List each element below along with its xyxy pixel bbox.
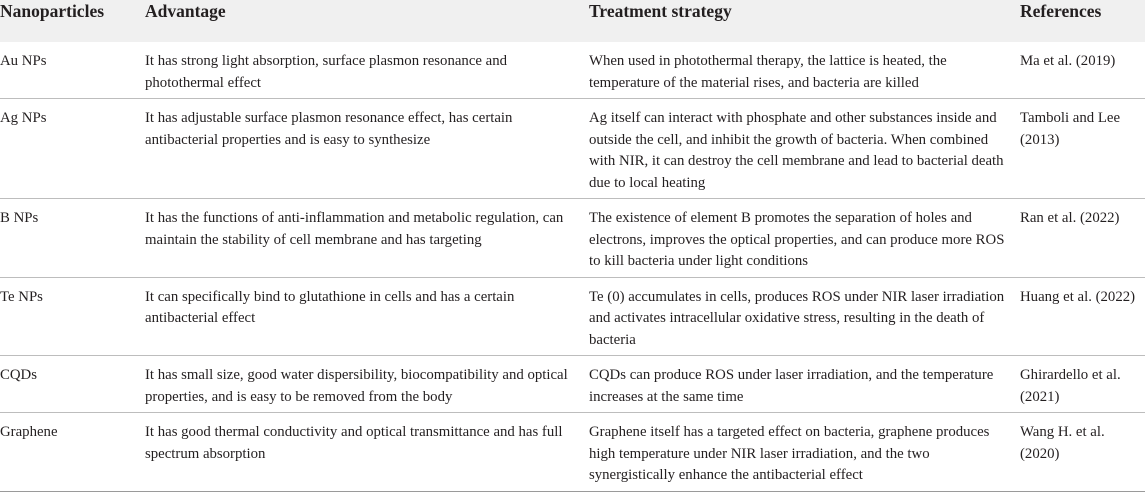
cell-treatment: The existence of element B promotes the separation of holes and electrons, improves the optical properties, and can produce more ROS to kill bacteria under light conditions (587, 199, 1018, 278)
cell-treatment: Graphene itself has a targeted effect on bacteria, graphene produces high temperature under NIR laser irradiation, and the two synergistically enhance the antibacterial effect (587, 413, 1018, 492)
cell-reference: Wang H. et al. (2020) (1018, 413, 1145, 492)
table-header (0, 0, 1145, 42)
cell-nanoparticle: B NPs (0, 199, 142, 278)
cell-nanoparticle: CQDs (0, 356, 142, 413)
cell-treatment: Ag itself can interact with phosphate and other substances inside and outside the cell, and inhibit the growth of bacteria. When combined with NIR, it can destroy the cell membrane and lead to bacterial death due to local heating (587, 99, 1018, 199)
header-row (0, 0, 1145, 42)
header-advantage: Advantage (145, 1, 226, 21)
header-references: References (1020, 1, 1102, 21)
cell-advantage: It can specifically bind to glutathione in cells and has a certain antibacterial effect (142, 277, 587, 356)
cell-nanoparticle: Graphene (0, 413, 142, 492)
header-treatment-strategy: Treatment strategy (589, 1, 732, 21)
cell-reference: Huang et al. (2022) (1018, 277, 1145, 356)
cell-reference: Ran et al. (2022) (1018, 199, 1145, 278)
cell-advantage: It has small size, good water dispersibility, biocompatibility and optical properties, and is easy to be removed from the body (142, 356, 587, 413)
table-row (0, 42, 1145, 99)
cell-nanoparticle: Ag NPs (0, 99, 142, 199)
cell-advantage: It has the functions of anti-inflammation and metabolic regulation, can maintain the stability of cell membrane and has targeting (142, 199, 587, 278)
cell-treatment: Te (0) accumulates in cells, produces ROS under NIR laser irradiation and activates intracellular oxidative stress, resulting in the death of bacteria (587, 277, 1018, 356)
cell-nanoparticle: Te NPs (0, 277, 142, 356)
cell-treatment: CQDs can produce ROS under laser irradiation, and the temperature increases at the same time (587, 356, 1018, 413)
table-row (0, 277, 1145, 356)
cell-advantage: It has adjustable surface plasmon resonance effect, has certain antibacterial properties and is easy to synthesize (142, 99, 587, 199)
cell-nanoparticle: Au NPs (0, 42, 142, 99)
table-row (0, 413, 1145, 492)
header-nanoparticles: Nanoparticles (0, 1, 105, 21)
cell-reference: Ghirardello et al. (2021) (1018, 356, 1145, 413)
cell-advantage: It has strong light absorption, surface plasmon resonance and photothermal effect (142, 42, 587, 99)
cell-advantage: It has good thermal conductivity and optical transmittance and has full spectrum absorption (142, 413, 587, 492)
table-body (0, 42, 1145, 491)
cell-reference: Tamboli and Lee (2013) (1018, 99, 1145, 199)
cell-reference: Ma et al. (2019) (1018, 42, 1145, 99)
table-row (0, 356, 1145, 413)
table-row (0, 199, 1145, 278)
cell-treatment: When used in photothermal therapy, the lattice is heated, the temperature of the material rises, and bacteria are killed (587, 42, 1018, 99)
table-row (0, 99, 1145, 199)
